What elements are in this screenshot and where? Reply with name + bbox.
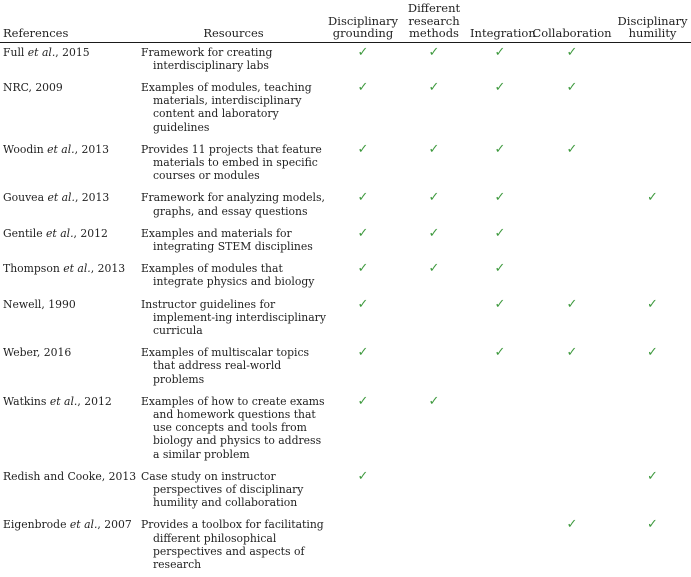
check-cell <box>470 224 530 259</box>
check-cell <box>614 42 691 78</box>
check-cell <box>470 78 530 140</box>
reference-year: , 2015 <box>55 45 90 59</box>
resource-text: Framework for analyzing models, graphs, and essay questions <box>141 191 325 218</box>
check-cell <box>470 392 530 467</box>
checkmark-icon: ✓ <box>566 141 578 157</box>
check-cell <box>328 188 398 223</box>
resource-cell <box>139 42 328 78</box>
check-cell <box>470 515 530 577</box>
resource-text: Examples of how to create exams and homework questions that use concepts and tools from biology and physics to address a similar problem <box>141 394 325 461</box>
resource-text: Examples of modules that integrate physics and biology <box>141 262 315 289</box>
checkmark-icon: ✓ <box>357 44 369 60</box>
checkmark-icon: ✓ <box>428 393 440 409</box>
reference-cell <box>0 295 139 344</box>
table-row <box>0 515 691 577</box>
reference-cell <box>0 467 139 516</box>
header-line: research <box>408 13 460 28</box>
reference-year: , 2013 <box>74 191 110 205</box>
header-different-research-methods <box>398 2 470 42</box>
checkmark-icon: ✓ <box>494 44 506 60</box>
reference-author: Watkins <box>3 394 47 408</box>
table-row <box>0 188 691 223</box>
header-line: humility <box>628 26 677 40</box>
check-cell <box>614 515 691 577</box>
check-cell <box>614 343 691 392</box>
reference-year: , 2013 <box>74 142 109 156</box>
reference-author: NRC, 2009 <box>3 80 63 94</box>
checkmark-icon: ✓ <box>494 141 506 157</box>
check-cell <box>530 392 614 467</box>
check-cell <box>530 515 614 577</box>
reference-etal: et al. <box>69 518 98 532</box>
reference-cell <box>0 392 139 467</box>
check-cell <box>530 295 614 344</box>
table-row <box>0 295 691 344</box>
check-cell <box>614 188 691 223</box>
check-cell <box>328 78 398 140</box>
check-cell <box>328 295 398 344</box>
checkmark-icon: ✓ <box>494 345 506 361</box>
check-cell <box>470 295 530 344</box>
checkmark-icon: ✓ <box>357 261 369 277</box>
check-cell <box>530 343 614 392</box>
reference-etal: et al. <box>46 226 74 240</box>
reference-year: , 2013 <box>90 262 126 276</box>
checkmark-icon: ✓ <box>428 44 440 60</box>
check-cell <box>470 188 530 223</box>
resource-cell <box>139 467 328 516</box>
check-cell <box>398 224 470 259</box>
table-row <box>0 224 691 259</box>
check-cell <box>530 224 614 259</box>
reference-author: Thompson <box>3 262 60 276</box>
header-line: grounding <box>332 26 394 40</box>
reference-cell <box>0 515 139 577</box>
resource-text: Provides a toolbox for facilitating different philosophical perspectives and aspects of research <box>141 518 324 571</box>
check-cell <box>614 78 691 140</box>
reference-author: Newell, 1990 <box>3 297 76 311</box>
checkmark-icon: ✓ <box>357 225 369 241</box>
reference-year: , 2012 <box>73 226 108 240</box>
check-cell <box>530 188 614 223</box>
checkmark-icon: ✓ <box>647 517 658 533</box>
checkmark-icon: ✓ <box>357 296 369 312</box>
checkmark-icon: ✓ <box>494 261 506 277</box>
check-cell <box>530 140 614 189</box>
checkmark-icon: ✓ <box>428 225 440 241</box>
check-cell <box>328 392 398 467</box>
checkmark-icon: ✓ <box>494 79 506 95</box>
reference-author: Full <box>3 45 25 59</box>
resource-cell <box>139 259 328 294</box>
checkmark-icon: ✓ <box>428 261 440 277</box>
header-line: Disciplinary <box>617 13 688 28</box>
table-row <box>0 467 691 516</box>
checkmark-icon: ✓ <box>428 141 440 157</box>
reference-author: Weber, 2016 <box>3 346 72 360</box>
check-cell <box>328 259 398 294</box>
checkmark-icon: ✓ <box>428 190 440 206</box>
check-cell <box>328 515 398 577</box>
resource-text: Provides 11 projects that feature materials to embed in specific courses or modules <box>141 142 322 183</box>
resource-cell <box>139 78 328 140</box>
reference-cell <box>0 188 139 223</box>
check-cell <box>398 295 470 344</box>
reference-cell <box>0 343 139 392</box>
header-line: Different <box>407 1 461 15</box>
reference-author: Gentile <box>3 226 43 240</box>
reference-cell <box>0 140 139 189</box>
check-cell <box>470 140 530 189</box>
resource-text: Case study on instructor perspectives of disciplinary humility and collaboration <box>141 469 304 510</box>
checkmark-icon: ✓ <box>357 79 369 95</box>
check-cell <box>398 343 470 392</box>
resource-cell <box>139 140 328 189</box>
checkmark-icon: ✓ <box>428 79 440 95</box>
reference-etal: et al. <box>49 394 78 408</box>
reference-etal: et al. <box>47 142 75 156</box>
checkmark-icon: ✓ <box>494 190 506 206</box>
checkmark-icon: ✓ <box>566 296 578 312</box>
header-row <box>0 2 691 42</box>
check-cell <box>614 224 691 259</box>
header-disciplinary-humility <box>614 2 691 42</box>
resource-cell <box>139 515 328 577</box>
check-cell <box>470 259 530 294</box>
resource-text: Instructor guidelines for implement-ing interdisciplinary curricula <box>141 297 326 337</box>
check-cell <box>398 467 470 516</box>
checkmark-icon: ✓ <box>494 296 506 312</box>
checkmark-icon: ✓ <box>494 225 506 241</box>
table-row <box>0 78 691 140</box>
reference-author: Eigenbrode <box>3 518 67 532</box>
table-row <box>0 392 691 467</box>
reference-cell <box>0 78 139 140</box>
resource-cell <box>139 295 328 344</box>
header-disciplinary-grounding <box>328 2 398 42</box>
header-references: References <box>3 26 69 40</box>
resource-text: Examples and materials for integrating STEM disciplines <box>141 226 313 253</box>
table-row <box>0 259 691 294</box>
header-integration: Integration <box>470 26 536 40</box>
check-cell <box>530 467 614 516</box>
reference-year: , 2012 <box>77 394 112 408</box>
check-cell <box>614 140 691 189</box>
check-cell <box>328 140 398 189</box>
checkmark-icon: ✓ <box>566 79 578 95</box>
check-cell <box>328 224 398 259</box>
table-row <box>0 140 691 189</box>
check-cell <box>470 42 530 78</box>
table-row <box>0 343 691 392</box>
checkmark-icon: ✓ <box>357 468 369 484</box>
checkmark-icon: ✓ <box>647 296 658 312</box>
check-cell <box>614 295 691 344</box>
resource-text: Examples of multiscalar topics that address real-world problems <box>141 346 310 386</box>
check-cell <box>398 392 470 467</box>
checkmark-icon: ✓ <box>647 190 658 206</box>
check-cell <box>328 42 398 78</box>
check-cell <box>614 259 691 294</box>
checkmark-icon: ✓ <box>566 345 578 361</box>
reference-year: , 2007 <box>97 518 132 532</box>
checkmark-icon: ✓ <box>357 345 369 361</box>
header-line: methods <box>409 26 459 40</box>
reference-etal: et al. <box>63 262 91 276</box>
resource-cell <box>139 188 328 223</box>
check-cell <box>328 343 398 392</box>
header-line: Disciplinary <box>328 13 398 28</box>
check-cell <box>398 515 470 577</box>
resource-cell <box>139 343 328 392</box>
check-cell <box>614 392 691 467</box>
reference-cell <box>0 224 139 259</box>
checkmark-icon: ✓ <box>647 345 658 361</box>
reference-author: Redish and Cooke, 2013 <box>3 469 137 483</box>
check-cell <box>470 467 530 516</box>
resource-cell <box>139 224 328 259</box>
check-cell <box>398 78 470 140</box>
check-cell <box>614 467 691 516</box>
reference-etal: et al. <box>27 45 56 59</box>
reference-author: Gouvea <box>3 191 45 205</box>
check-cell <box>470 343 530 392</box>
reference-cell <box>0 259 139 294</box>
reference-author: Woodin <box>3 142 44 156</box>
check-cell <box>398 140 470 189</box>
resource-cell <box>139 392 328 467</box>
table-body <box>0 42 691 577</box>
reference-etal: et al. <box>47 191 75 205</box>
table-row <box>0 42 691 78</box>
header-resources: Resources <box>203 26 264 40</box>
checkmark-icon: ✓ <box>357 190 369 206</box>
checkmark-icon: ✓ <box>647 468 658 484</box>
check-cell <box>530 42 614 78</box>
check-cell <box>398 42 470 78</box>
check-cell <box>328 467 398 516</box>
check-cell <box>398 188 470 223</box>
resources-table <box>0 2 691 577</box>
check-cell <box>530 78 614 140</box>
header-collaboration: Collaboration <box>532 26 612 40</box>
resource-text: Framework for creating interdisciplinary labs <box>141 45 273 72</box>
checkmark-icon: ✓ <box>566 44 578 60</box>
reference-cell <box>0 42 139 78</box>
check-cell <box>530 259 614 294</box>
check-cell <box>398 259 470 294</box>
resource-text: Examples of modules, teaching materials, interdisciplinary content and laboratory guidelines <box>141 80 312 134</box>
checkmark-icon: ✓ <box>566 517 578 533</box>
checkmark-icon: ✓ <box>357 393 369 409</box>
checkmark-icon: ✓ <box>357 141 369 157</box>
